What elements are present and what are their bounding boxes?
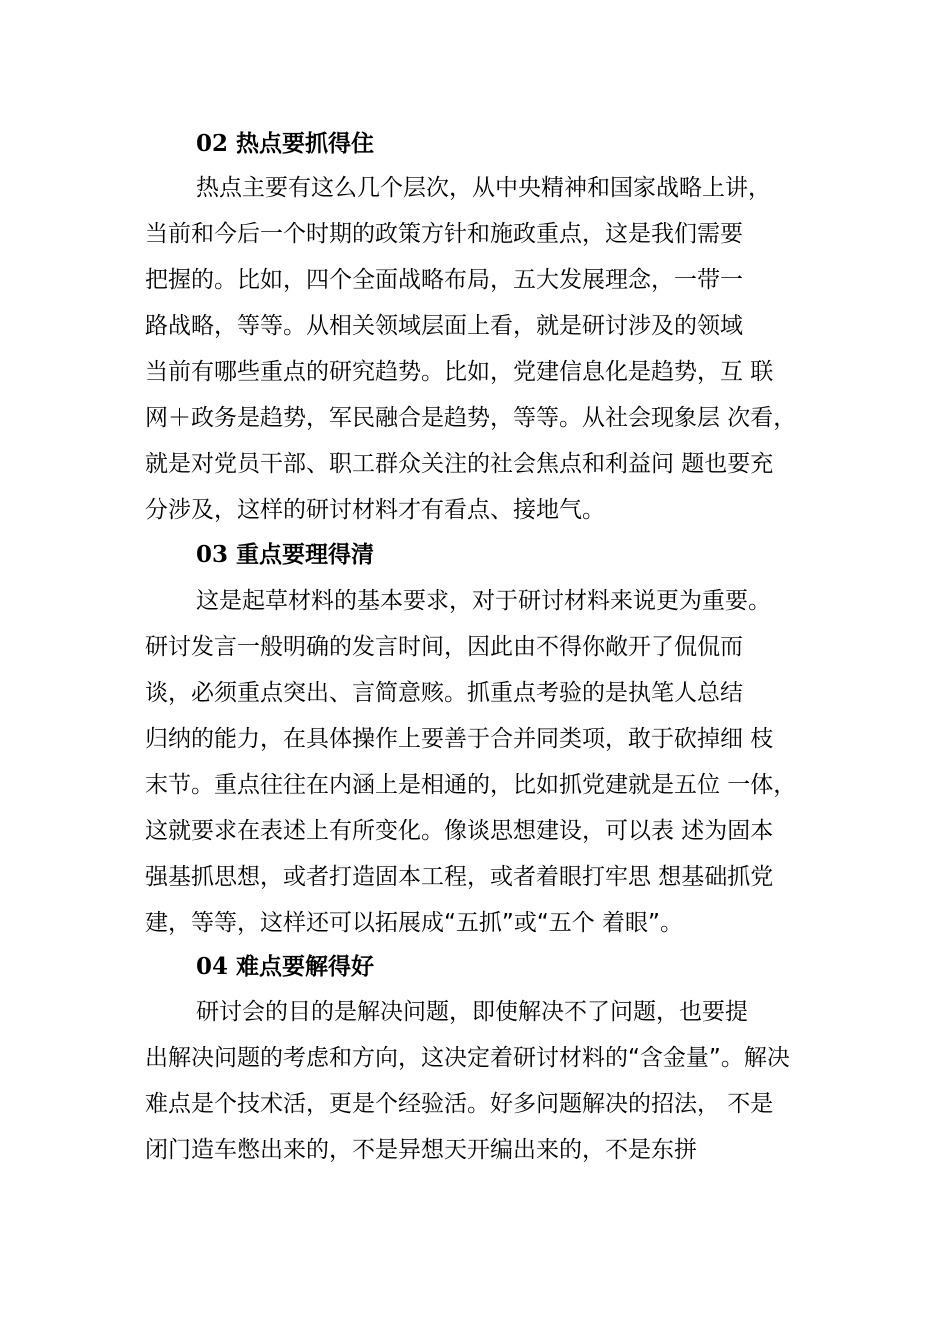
paragraph-line: 这就要求在表述上有所变化。像谈思想建设，可以表 述为固本 <box>145 818 774 844</box>
paragraph-line: 把握的。比如，四个全面战略布局，五大发展理念，一带一 <box>145 267 743 293</box>
section-heading-04: 04 难点要解得好 <box>196 953 375 980</box>
paragraph-line: 分涉及，这样的研讨材料才有看点、接地气。 <box>145 497 605 523</box>
paragraph-line: 研讨会的目的是解决问题，即使解决不了问题，也要提 <box>196 999 748 1025</box>
paragraph-line: 建，等等，这样还可以拓展成“五抓”或“五个 着眼”。 <box>145 910 683 936</box>
section-heading-03: 03 重点要理得清 <box>196 541 375 568</box>
paragraph-line: 就是对党员干部、职工群众关注的社会焦点和利益问 题也要充 <box>145 451 774 477</box>
paragraph-line: 谈，必须重点突出、言简意赅。抓重点考验的是执笔人总结 <box>145 680 743 706</box>
paragraph-line: 网＋政务是趋势，军民融合是趋势，等等。从社会现象层 次看， <box>145 405 797 431</box>
paragraph-line: 末节。重点往往在内涵上是相通的，比如抓党建就是五位 一体， <box>145 772 797 798</box>
paragraph-line: 这是起草材料的基本要求，对于研讨材料来说更为重要。 <box>196 588 771 614</box>
paragraph-line: 归纳的能力，在具体操作上要善于合并同类项，敢于砍掉细 枝 <box>145 726 774 752</box>
paragraph-line: 当前有哪些重点的研究趋势。比如，党建信息化是趋势，互 联 <box>145 359 774 385</box>
paragraph-line: 难点是个技术活，更是个经验活。好多问题解决的招法， 不是 <box>145 1091 774 1117</box>
paragraph-line: 路战略，等等。从相关领域层面上看，就是研讨涉及的领域 <box>145 313 743 339</box>
paragraph-line: 当前和今后一个时期的政策方针和施政重点，这是我们需要 <box>145 221 743 247</box>
paragraph-line: 强基抓思想，或者打造固本工程，或者着眼打牢思 想基础抓党 <box>145 864 774 890</box>
paragraph-line: 闭门造车憋出来的，不是异想天开编出来的，不是东拼 <box>145 1137 697 1163</box>
section-heading-02: 02 热点要抓得住 <box>196 130 375 157</box>
paragraph-line: 热点主要有这么几个层次，从中央精神和国家战略上讲， <box>196 175 771 201</box>
paragraph-line: 研讨发言一般明确的发言时间，因此由不得你敞开了侃侃而 <box>145 634 743 660</box>
paragraph-line: 出解决问题的考虑和方向，这决定着研讨材料的“含金量”。解决 <box>145 1045 790 1071</box>
